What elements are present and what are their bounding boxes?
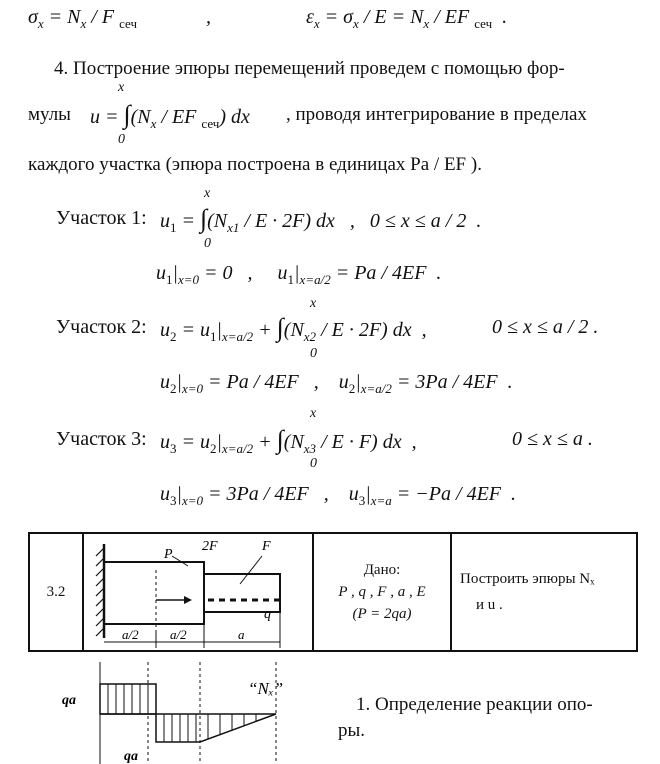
s1-upper: x — [204, 186, 211, 201]
s2-upper: x — [310, 296, 317, 311]
dim-a2-second: a/2 — [170, 627, 187, 642]
section1-vals: $u_1|_{x=0} = 0$ , $u_1|_{x=a/2} = Pa / 4EF$ . — [156, 262, 442, 287]
problem-number: 3.2 — [29, 533, 83, 651]
section2-range: 0 ≤ x ≤ a / 2 . — [492, 316, 599, 338]
section2-vals: $u_2|_{x=0} = Pa / 4EF$ , $u_2|_{x=a/2} = 3Pa / 4EF$ . — [160, 371, 513, 396]
epsilon-formula: $\varepsilon_x = \sigma_x / E = N_x$ / EF $_{сеч}$ . — [306, 6, 508, 31]
para4-line-b-start: мулы — [28, 104, 71, 125]
label-2F: 2F — [202, 539, 218, 554]
section3-eq: $u_3 = u_2|_{x=a/2} + \int(N_{x3} / E \cdot F)$ dx , — [160, 425, 417, 456]
dim-a: a — [238, 627, 245, 642]
given-cell — [313, 533, 451, 651]
task-cell — [451, 533, 637, 651]
s3-upper: x — [310, 406, 317, 421]
problem-table — [28, 532, 638, 652]
epure-label-top: qa — [62, 693, 76, 708]
sigma-formula: $\sigma_x = N_x / F$ $_{сеч}$ — [28, 6, 137, 31]
label-P: P — [164, 547, 173, 562]
label-q: q — [264, 607, 271, 622]
bar-diagram — [84, 534, 312, 650]
para4-line-a: 4. Построение эпюры перемещений проведем с помощью фор- — [54, 58, 565, 79]
s2-lower: 0 — [310, 346, 317, 361]
comma-separator: , — [206, 6, 211, 28]
epure-title: “Nₓ” — [248, 679, 284, 698]
given-vars: P , q , F , a , E — [338, 584, 426, 600]
label-F: F — [262, 539, 271, 554]
para4-formula: $u = \int(N_x$ / EF $_{сеч}$) dx — [90, 100, 250, 131]
int-lower-limit: 0 — [118, 132, 125, 147]
section3-range: 0 ≤ x ≤ a . — [512, 428, 593, 450]
reaction-line-a: 1. Определение реакции опо- — [356, 694, 593, 715]
int-upper-limit: x — [118, 80, 125, 95]
task-line1: Построить эпюры Nₓ — [460, 571, 595, 587]
s3-lower: 0 — [310, 456, 317, 471]
s1-lower: 0 — [204, 236, 211, 251]
section1-label: Участок 1: — [56, 207, 147, 229]
reaction-line-b: ры. — [338, 720, 366, 741]
epure-label-bottom: qa — [124, 749, 138, 764]
para4-line-b-end: , проводя интегрирование в пределах — [286, 104, 587, 125]
nx-epure — [60, 662, 320, 764]
given-title: Дано: — [363, 562, 401, 578]
para4-line-c: каждого участка (эпюра построена в единицах Pa / EF ). — [28, 154, 482, 175]
section2-label: Участок 2: — [56, 316, 147, 338]
section1-eq: $u_1 = \int(N_{x1} / E \cdot 2F)$ dx , 0 ≤ x ≤ a / 2 . — [160, 204, 482, 235]
task-line2: и u . — [476, 597, 503, 613]
section3-vals: $u_3|_{x=0} = 3Pa / 4EF$ , $u_3|_{x=a} = -Pa / 4EF$ . — [160, 483, 516, 508]
given-relation: (P = 2qa) — [352, 606, 412, 622]
dim-a2-first: a/2 — [122, 627, 139, 642]
section2-eq: $u_2 = u_1|_{x=a/2} + \int(N_{x2} / E \cdot 2F)$ dx , — [160, 313, 427, 344]
problem-diagram — [83, 533, 313, 651]
section3-label: Участок 3: — [56, 428, 147, 450]
